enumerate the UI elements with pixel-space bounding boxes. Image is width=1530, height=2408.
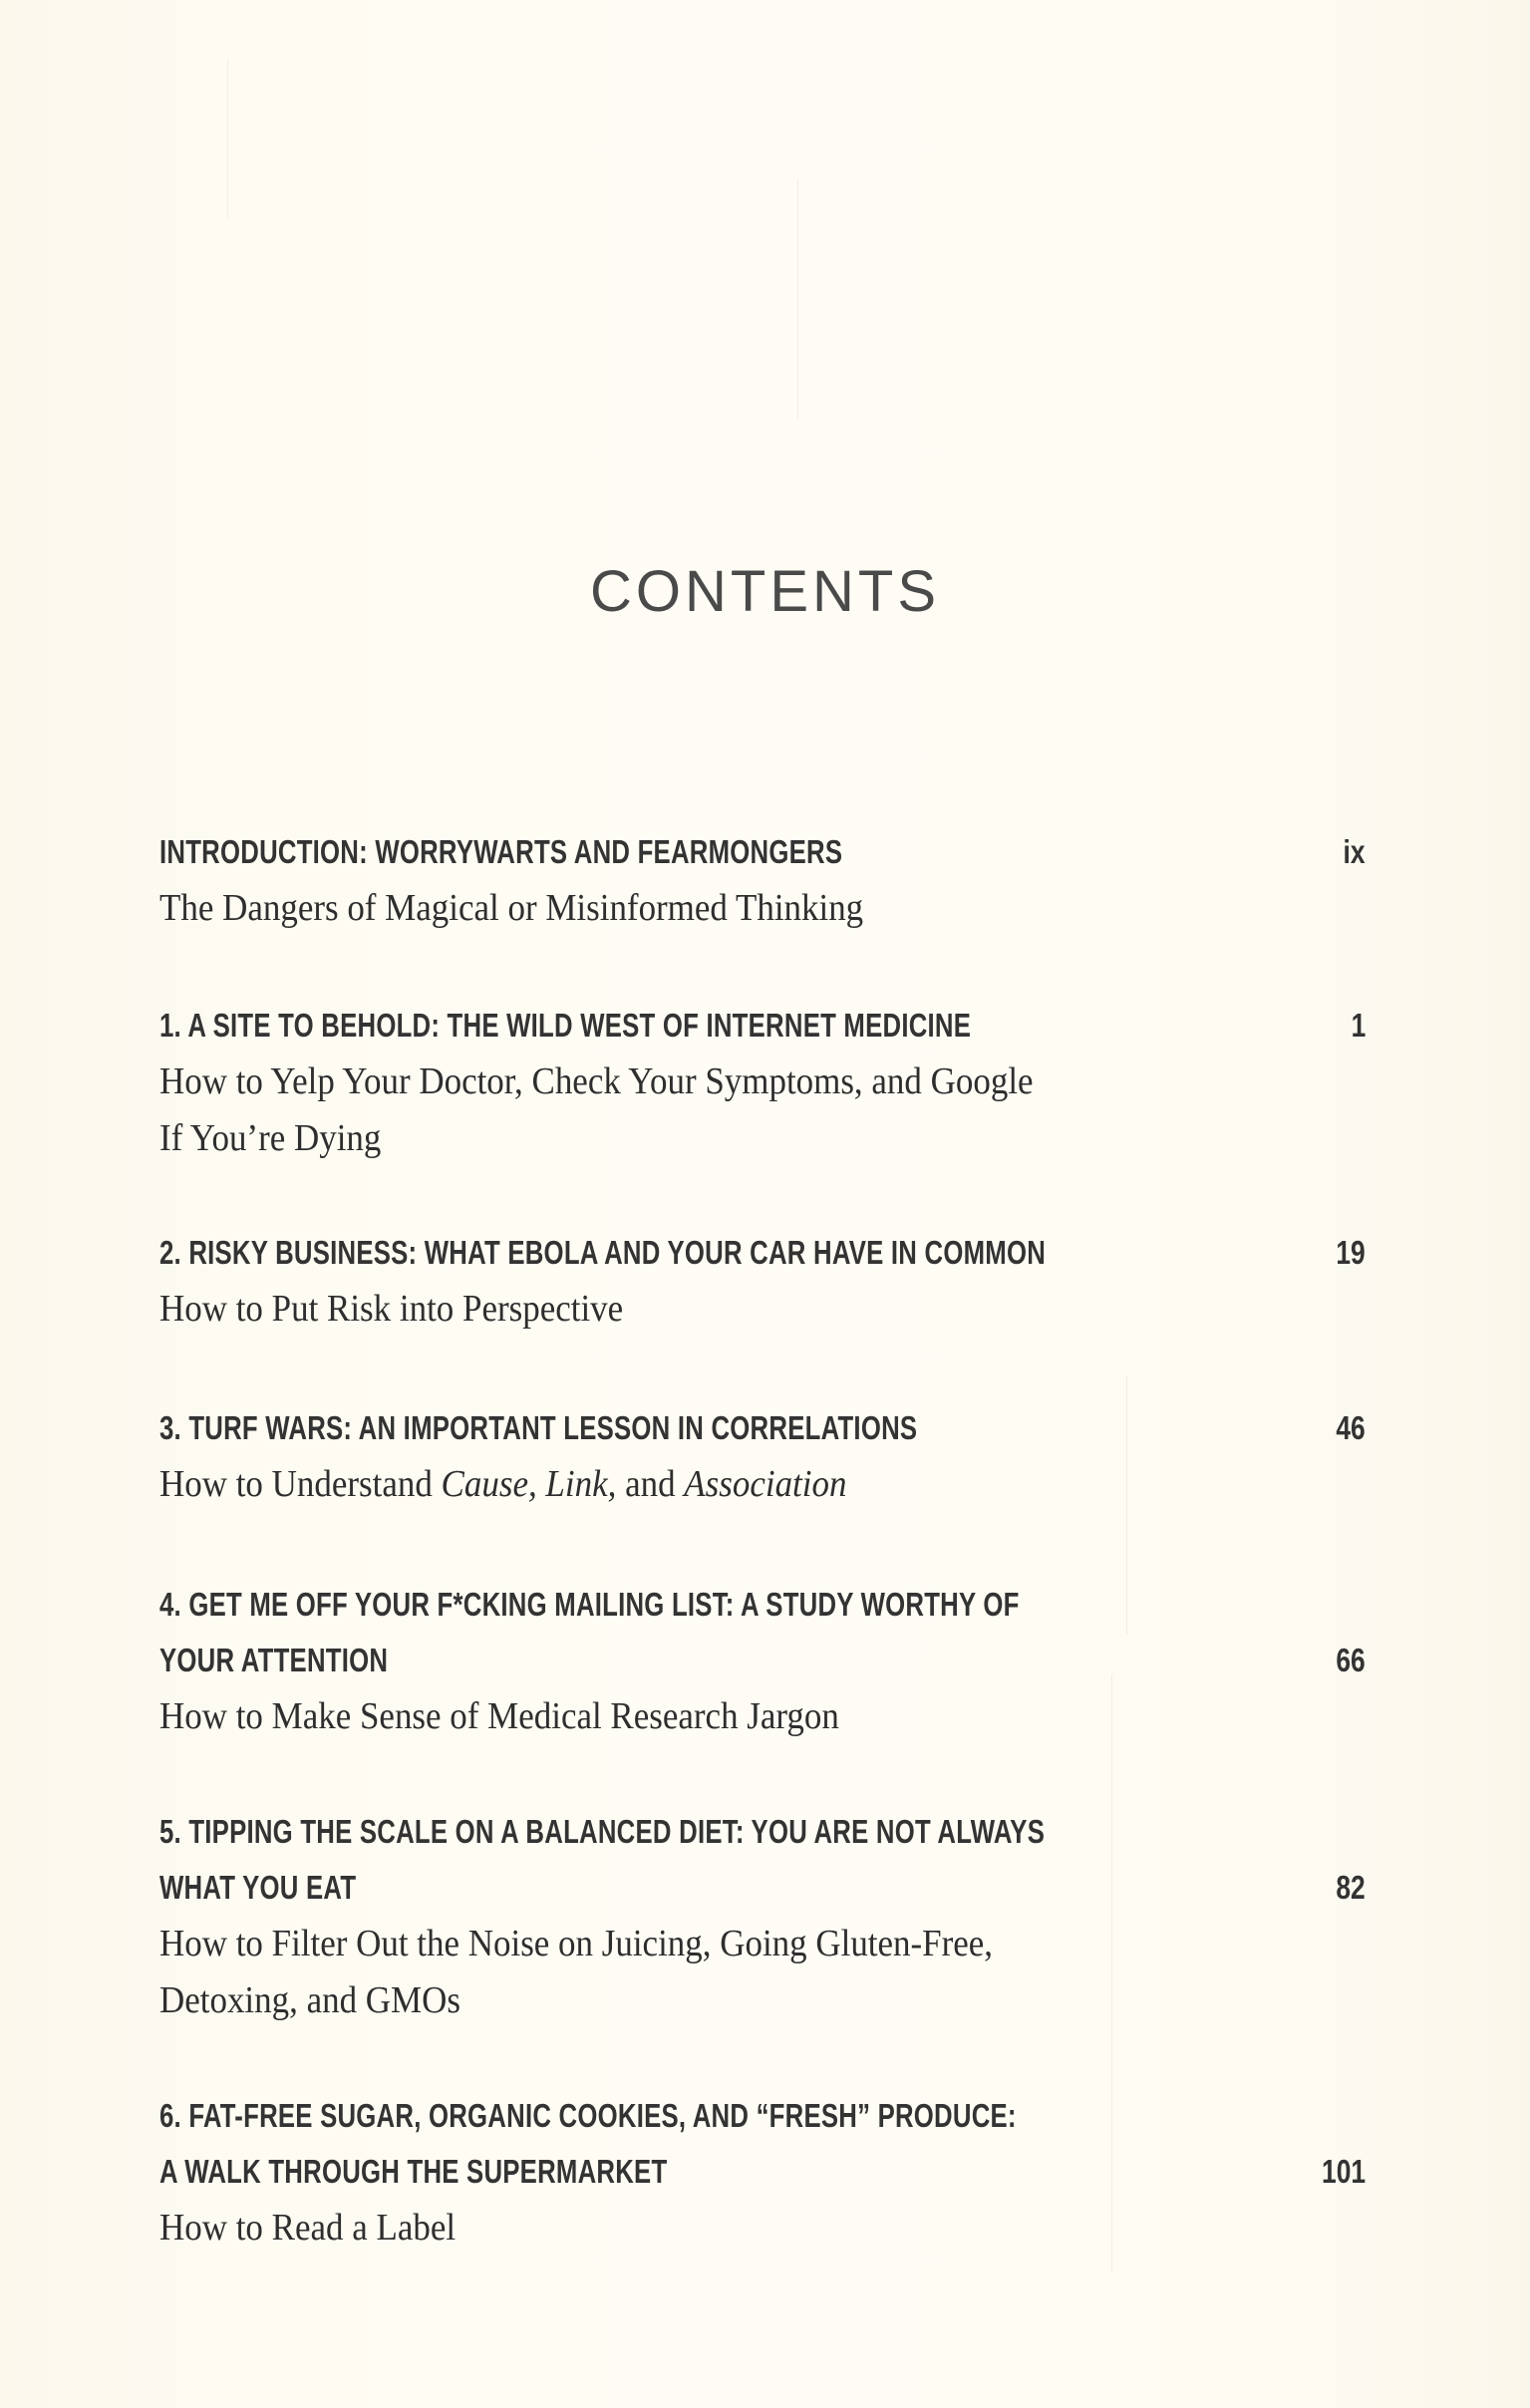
- page-number: 1: [1351, 1007, 1366, 1044]
- paper-crease: [797, 179, 798, 419]
- chapter-heading-row: [159, 824, 1366, 880]
- chapter-heading-row: [159, 1804, 1366, 1860]
- italic-term: Association: [684, 1463, 847, 1505]
- toc-entry[interactable]: [159, 998, 1366, 1167]
- toc-entry[interactable]: [159, 1577, 1366, 1745]
- chapter-subtitle: [159, 1972, 1269, 2029]
- chapter-heading-row: [159, 2088, 1366, 2144]
- subtitle-text: Detoxing, and GMOs: [159, 1979, 461, 2021]
- page-number: 19: [1336, 1234, 1366, 1271]
- chapter-heading: 6. FAT-FREE SUGAR, ORGANIC COOKIES, AND “FRESH” PRODUCE:: [159, 2097, 1017, 2134]
- toc-entry[interactable]: [159, 1804, 1366, 2029]
- chapter-subtitle: [159, 2200, 1269, 2257]
- chapter-heading-row: [159, 1225, 1366, 1281]
- chapter-heading: YOUR ATTENTION: [159, 1642, 389, 1678]
- chapter-heading: 1. A SITE TO BEHOLD: THE WILD WEST OF INTERNET MEDICINE: [159, 1007, 972, 1044]
- page-number: 66: [1336, 1642, 1366, 1678]
- toc-entry[interactable]: [159, 2088, 1366, 2257]
- italic-term: Cause, Link,: [441, 1463, 617, 1505]
- subtitle-text: How to Put Risk into Perspective: [159, 1288, 624, 1330]
- page-title: CONTENTS: [590, 558, 940, 624]
- subtitle-text: If You’re Dying: [159, 1117, 382, 1159]
- chapter-heading: 2. RISKY BUSINESS: WHAT EBOLA AND YOUR CAR HAVE IN COMMON: [159, 1234, 1047, 1271]
- page-number: 101: [1321, 2153, 1366, 2190]
- chapter-subtitle: [159, 1688, 1269, 1745]
- chapter-heading-row: [159, 998, 1366, 1054]
- page-number: ix: [1343, 833, 1366, 870]
- chapter-heading: WHAT YOU EAT: [159, 1869, 357, 1906]
- subtitle-text: How to Filter Out the Noise on Juicing, Going Gluten-Free,: [159, 1923, 994, 1964]
- subtitle-text: and: [616, 1463, 685, 1505]
- chapter-heading: 5. TIPPING THE SCALE ON A BALANCED DIET: YOU ARE NOT ALWAYS: [159, 1813, 1046, 1850]
- subtitle-text: How to Make Sense of Medical Research Jargon: [159, 1695, 839, 1737]
- subtitle-text: How to Understand: [159, 1463, 442, 1505]
- chapter-heading: A WALK THROUGH THE SUPERMARKET: [159, 2153, 668, 2190]
- page-number: 46: [1336, 1409, 1366, 1446]
- paper-crease: [227, 60, 228, 219]
- chapter-subtitle: [159, 1916, 1269, 1972]
- chapter-heading-row: [159, 1577, 1366, 1633]
- chapter-subtitle: [159, 1054, 1269, 1110]
- chapter-heading: 4. GET ME OFF YOUR F*CKING MAILING LIST: A STUDY WORTHY OF: [159, 1586, 1020, 1623]
- toc-entry[interactable]: [159, 1400, 1366, 1513]
- chapter-heading-row: [159, 2144, 1366, 2200]
- chapter-heading-row: [159, 1860, 1366, 1916]
- chapter-subtitle: [159, 1456, 1269, 1513]
- chapter-heading: 3. TURF WARS: AN IMPORTANT LESSON IN CORRELATIONS: [159, 1409, 918, 1446]
- toc-entry[interactable]: [159, 824, 1366, 937]
- chapter-subtitle: [159, 880, 1269, 937]
- chapter-subtitle: [159, 1281, 1269, 1338]
- subtitle-text: How to Read a Label: [159, 2207, 457, 2249]
- chapter-heading-row: [159, 1633, 1366, 1688]
- chapter-subtitle: [159, 1110, 1269, 1167]
- toc-entry[interactable]: [159, 1225, 1366, 1338]
- chapter-heading-row: [159, 1400, 1366, 1456]
- subtitle-text: The Dangers of Magical or Misinformed Thinking: [159, 887, 864, 929]
- chapter-heading: INTRODUCTION: WORRYWARTS AND FEARMONGERS: [159, 833, 843, 870]
- subtitle-text: How to Yelp Your Doctor, Check Your Symptoms, and Google: [159, 1060, 1034, 1102]
- page-number: 82: [1336, 1869, 1366, 1906]
